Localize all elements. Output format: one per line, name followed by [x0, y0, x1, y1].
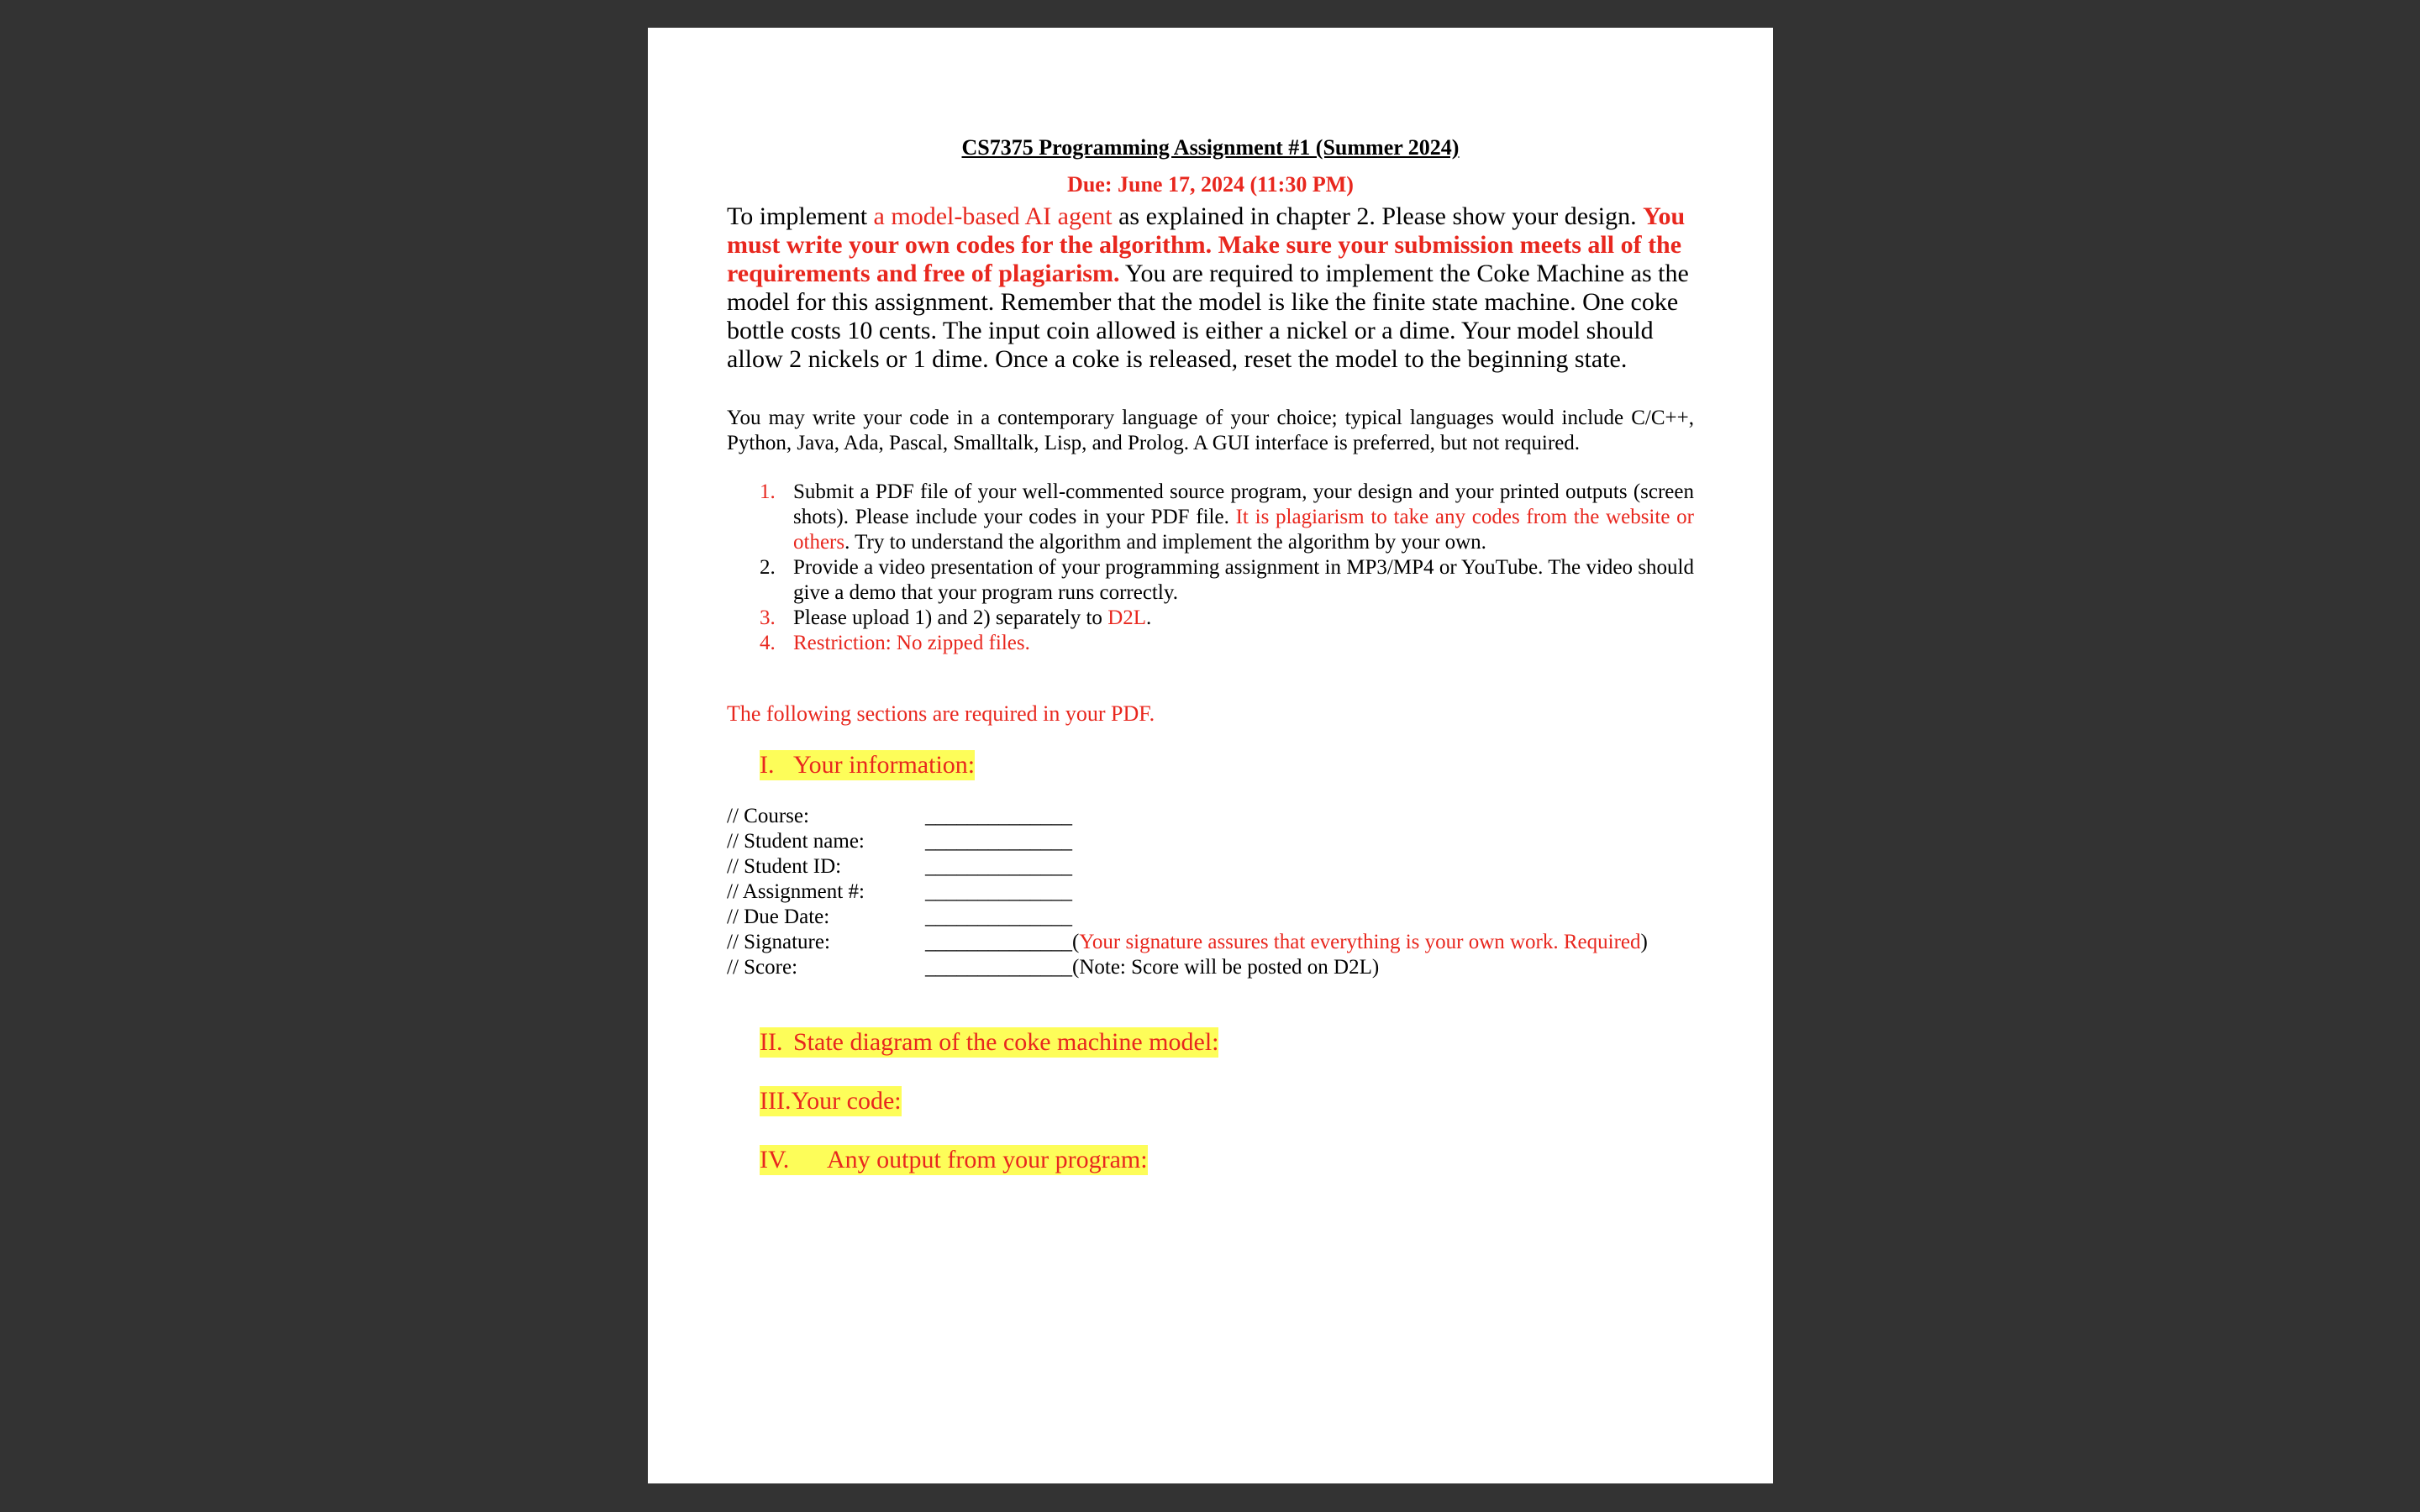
list-item	[727, 480, 1694, 555]
info-row-student-name	[727, 829, 1694, 854]
intro-text-4: You must write your own codes for the algorithm. Make sure your submission meets all of the requirements and free of plagiarism.	[727, 202, 1686, 287]
list-number: 4.	[760, 632, 776, 654]
due-date: Due: June 17, 2024 (11:30 PM)	[1067, 172, 1354, 197]
field-blank: ______________	[925, 830, 1072, 853]
req1-text-c: . Try to understand the algorithm and implement the algorithm by your own.	[844, 531, 1486, 554]
section-heading	[760, 1027, 1218, 1058]
field-label: // Assignment #:	[727, 880, 865, 903]
field-blank: ______________	[925, 805, 1072, 827]
note-close: )	[1640, 931, 1648, 953]
field-label: // Due Date:	[727, 906, 830, 928]
list-number: 3.	[760, 606, 776, 629]
list-item	[727, 555, 1694, 606]
req3-text-a: Please upload 1) and 2) separately to	[793, 606, 1108, 629]
score-note: (Note: Score will be posted on D2L)	[1072, 956, 1380, 979]
field-blank: ______________	[925, 880, 1072, 903]
info-fields	[727, 804, 1694, 980]
section-label: Your code:	[791, 1087, 902, 1115]
field-blank: ______________	[925, 855, 1072, 878]
field-label: // Score:	[727, 956, 798, 979]
list-text: Restriction: No zipped files.	[793, 632, 1030, 654]
note-open: (	[1072, 931, 1080, 953]
field-blank: ______________	[925, 956, 1072, 979]
list-item	[727, 631, 1694, 656]
section-label: State diagram of the coke machine model:	[793, 1028, 1219, 1056]
section-number: IV.	[760, 1146, 790, 1173]
section-program-output	[760, 1145, 1694, 1175]
req1-text-a: Submit a PDF file of your well-commented source program, your design and your printed outputs (screen shots). Please include your codes in your PDF file.	[793, 480, 1694, 528]
section-number: I.	[760, 751, 775, 779]
info-row-assignment	[727, 879, 1694, 905]
document-page	[648, 28, 1773, 1483]
section-heading	[760, 1145, 1148, 1175]
section-label: Your information:	[793, 751, 976, 779]
section-heading	[760, 1086, 902, 1116]
info-row-due-date	[727, 905, 1694, 930]
info-row-signature	[727, 930, 1694, 955]
list-number: 1.	[760, 480, 776, 503]
info-row-score	[727, 955, 1694, 980]
section-heading	[760, 750, 975, 780]
field-label: // Student name:	[727, 830, 865, 853]
list-number: 2.	[760, 556, 776, 579]
list-text	[793, 606, 1694, 631]
intro-text-3: as explained in chapter 2. Please show your design.	[1112, 202, 1644, 230]
info-row-course	[727, 804, 1694, 829]
field-label: // Student ID:	[727, 855, 842, 878]
intro-text-1: To implement	[727, 202, 874, 230]
list-text	[793, 480, 1694, 555]
intro-text-2: a model-based AI agent	[873, 202, 1113, 230]
field-blank: ______________	[925, 906, 1072, 928]
list-text: Provide a video presentation of your programming assignment in MP3/MP4 or YouTube. The video should give a demo that your program runs correctly.	[793, 556, 1694, 604]
following-sections-note: The following sections are required in your PDF.	[727, 701, 1155, 726]
info-row-student-id	[727, 854, 1694, 879]
signature-note: Your signature assures that everything is your own work. Required	[1079, 931, 1641, 953]
req1-text-b: It is plagiarism to take any codes from the website or others	[793, 506, 1694, 554]
section-your-information	[760, 750, 1694, 780]
document-title: CS7375 Programming Assignment #1 (Summer 2024)	[961, 135, 1460, 160]
field-blank: ______________	[925, 931, 1072, 953]
field-label: // Course:	[727, 805, 809, 827]
intro-text-5: You are required to implement the Coke Machine as the model for this assignment. Remember that the model is like the finite state machine. One coke bottle costs 10 cents. The input coin allowed is either a nickel or a dime. Your model should allow 2 nickels or 1 dime. Once a coke is released, reset the model to the beginning state.	[727, 260, 1689, 373]
section-state-diagram	[760, 1027, 1694, 1058]
section-number: II.	[760, 1028, 783, 1056]
req3-text-c: .	[1146, 606, 1152, 629]
languages-paragraph: You may write your code in a contemporary language of your choice; typical languages would include C/C++, Python, Java, Ada, Pascal, Smalltalk, Lisp, and Prolog. A GUI interface is preferred, but not required.	[727, 407, 1694, 454]
section-label: Any output from your program:	[827, 1146, 1148, 1173]
field-label: // Signature:	[727, 931, 830, 953]
list-item	[727, 606, 1694, 631]
intro-paragraph	[727, 202, 1694, 374]
req3-text-b: D2L	[1107, 606, 1147, 629]
section-number: III.	[760, 1087, 792, 1115]
requirements-list	[727, 480, 1694, 656]
section-your-code	[760, 1086, 1694, 1116]
